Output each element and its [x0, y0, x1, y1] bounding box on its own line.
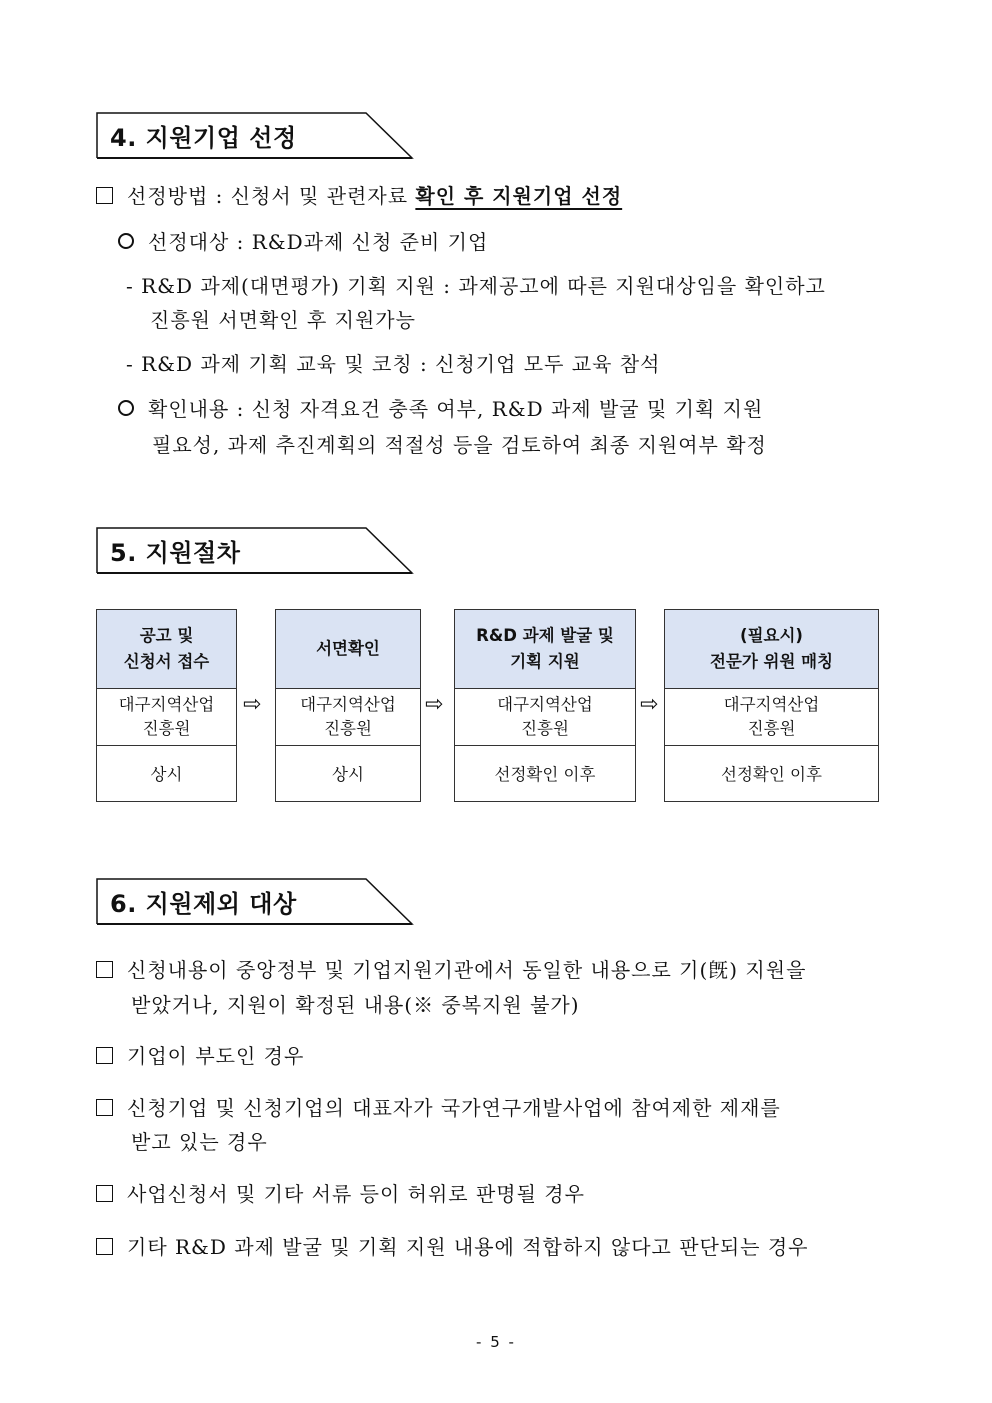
flow-step-timing: 상시	[150, 765, 183, 784]
flow-step-timing: 선정확인 이후	[494, 765, 596, 784]
flow-step-timing: 상시	[332, 765, 364, 784]
circle-bullet-icon	[118, 233, 134, 249]
flow-step-head: (필요시) 전문가 위원 매칭	[665, 610, 878, 689]
section-4-title: 4. 지원기업 선정	[110, 124, 297, 152]
flow-step-org: 대구지역산업 진흥원	[665, 688, 878, 746]
section-5-header	[96, 527, 414, 573]
flow-step-org: 대구지역산업 진흥원	[276, 688, 420, 746]
exclusion-item-2	[96, 1040, 304, 1069]
checkbox-square-icon	[96, 961, 113, 978]
section-4-header	[96, 112, 414, 158]
checkbox-square-icon	[96, 1185, 113, 1202]
selection-target	[118, 226, 488, 255]
exclusion-item-5	[96, 1231, 808, 1260]
page-number: - 5 -	[476, 1333, 516, 1351]
dash-item-1-line-1: - R&D 과제(대면평가) 기획 지원 : 과제공고에 따른 지원대상임을 확인하고	[126, 274, 826, 298]
checkbox-square-icon	[96, 187, 113, 204]
check-content-line-2: 필요성, 과제 추진계획의 적절성 등을 검토하여 최종 지원여부 확정	[152, 433, 767, 457]
exclusion-text: 기타 R&D 과제 발굴 및 기획 지원 내용에 적합하지 않다고 판단되는 경우	[127, 1235, 809, 1259]
checkbox-square-icon	[96, 1238, 113, 1255]
flow-step-org: 대구지역산업 진흥원	[455, 688, 635, 746]
flow-step-2	[275, 609, 421, 802]
target-text: 선정대상 : R&D과제 신청 준비 기업	[148, 230, 489, 254]
method-prefix: 선정방법 : 신청서 및 관련자료	[127, 184, 416, 208]
flow-step-head: R&D 과제 발굴 및 기획 지원	[455, 610, 635, 689]
exclusion-item-1-line-2: 받았거나, 지원이 확정된 내용(※ 중복지원 불가)	[131, 993, 580, 1017]
check-text: 확인내용 : 신청 자격요건 충족 여부, R&D 과제 발굴 및 기획 지원	[148, 397, 764, 421]
dash-item-2: - R&D 과제 기획 교육 및 코칭 : 신청기업 모두 교육 참석	[126, 352, 661, 376]
flow-step-3	[454, 609, 636, 802]
exclusion-item-1-line-1	[96, 954, 806, 983]
flow-step-head: 공고 및 신청서 접수	[97, 610, 236, 689]
selection-method	[96, 180, 622, 209]
exclusion-text: 신청내용이 중앙정부 및 기업지원기관에서 동일한 내용으로 기(旣) 지원을	[127, 958, 807, 982]
exclusion-text: 기업이 부도인 경우	[127, 1044, 305, 1068]
section-6-title: 6. 지원제외 대상	[110, 890, 297, 918]
circle-bullet-icon	[118, 400, 134, 416]
exclusion-item-4	[96, 1178, 585, 1207]
dash-item-1-line-2: 진흥원 서면확인 후 지원가능	[150, 308, 416, 332]
check-content-line-1	[118, 393, 763, 422]
exclusion-item-3-line-2: 받고 있는 경우	[131, 1130, 268, 1154]
exclusion-text: 사업신청서 및 기타 서류 등이 허위로 판명될 경우	[127, 1182, 585, 1206]
flow-step-org: 대구지역산업 진흥원	[97, 688, 236, 746]
right-arrow-icon: ⇨	[640, 692, 659, 717]
right-arrow-icon: ⇨	[425, 692, 444, 717]
right-arrow-icon: ⇨	[243, 692, 262, 717]
exclusion-text: 신청기업 및 신청기업의 대표자가 국가연구개발사업에 참여제한 제재를	[127, 1096, 781, 1120]
checkbox-square-icon	[96, 1047, 113, 1064]
section-5-title: 5. 지원절차	[110, 539, 241, 567]
exclusion-item-3-line-1	[96, 1092, 781, 1121]
method-emphasis: 확인 후 지원기업 선정	[415, 184, 623, 208]
section-6-header	[96, 878, 414, 924]
checkbox-square-icon	[96, 1099, 113, 1116]
flow-step-head: 서면확인	[276, 610, 420, 689]
flow-step-1	[96, 609, 237, 802]
flow-step-timing: 선정확인 이후	[721, 765, 822, 784]
flow-step-4	[664, 609, 879, 802]
